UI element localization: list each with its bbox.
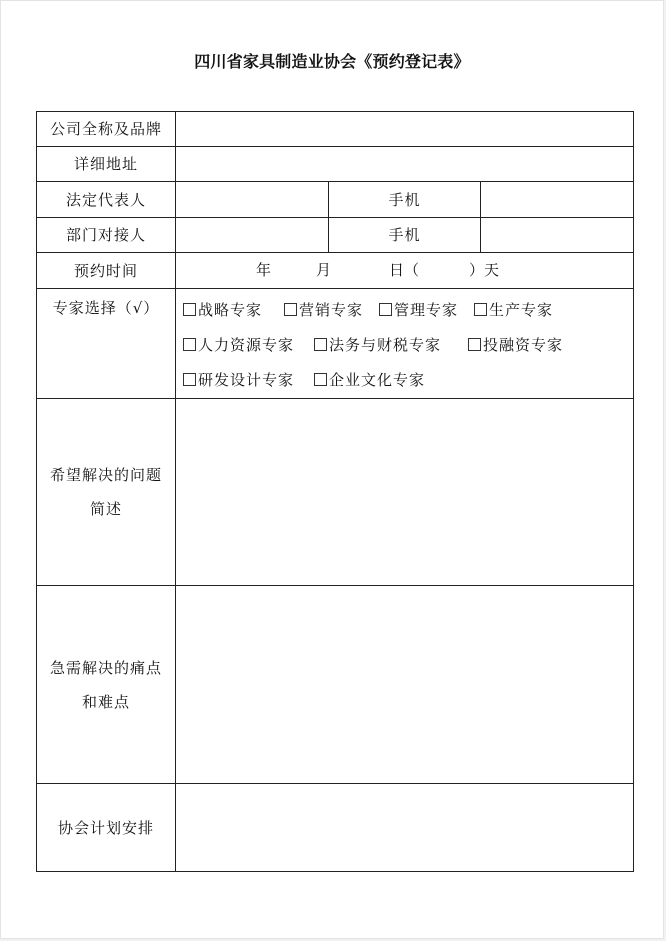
checkbox-icon[interactable] xyxy=(314,373,327,386)
checkbox-icon[interactable] xyxy=(183,303,196,316)
legal-rep-label: 法定代表人 xyxy=(37,182,176,218)
table-row xyxy=(37,253,634,289)
table-row xyxy=(37,218,634,253)
registration-table xyxy=(36,111,634,872)
expert-option-culture[interactable]: 企业文化专家 xyxy=(314,363,425,398)
date-year-label: 年 xyxy=(256,261,272,279)
experts-label: 专家选择（√） xyxy=(37,289,176,399)
checkbox-icon[interactable] xyxy=(474,303,487,316)
expert-option-marketing[interactable]: 营销专家 xyxy=(284,293,363,328)
table-row xyxy=(37,586,634,784)
contact-mobile-field[interactable] xyxy=(481,218,634,253)
table-row xyxy=(37,182,634,218)
plan-field[interactable] xyxy=(176,784,634,872)
expert-option-legal-tax[interactable]: 法务与财税专家 xyxy=(314,328,441,363)
expert-option-management[interactable]: 管理专家 xyxy=(379,293,458,328)
expert-option-production[interactable]: 生产专家 xyxy=(474,293,553,328)
problem-label-line1: 希望解决的问题 xyxy=(49,466,162,484)
company-field[interactable] xyxy=(176,112,634,147)
table-row xyxy=(37,289,634,399)
checkbox-icon[interactable] xyxy=(284,303,297,316)
expert-option-rd-design[interactable]: 研发设计专家 xyxy=(183,363,294,398)
appointment-label: 预约时间 xyxy=(37,253,176,289)
date-day-label: 日（ xyxy=(389,261,420,279)
contact-mobile-label: 手机 xyxy=(329,218,481,253)
expert-option-financing[interactable]: 投融资专家 xyxy=(468,328,563,363)
company-label: 公司全称及品牌 xyxy=(37,112,176,147)
experts-options xyxy=(176,289,634,399)
address-label: 详细地址 xyxy=(37,147,176,182)
problem-field[interactable] xyxy=(176,399,634,586)
contact-field[interactable] xyxy=(176,218,329,253)
legal-rep-field[interactable] xyxy=(176,182,329,218)
date-month-label: 月 xyxy=(316,261,332,279)
pain-point-label xyxy=(37,586,176,784)
expert-option-strategy[interactable]: 战略专家 xyxy=(183,293,262,328)
page-title: 四川省家具制造业协会《预约登记表》 xyxy=(194,52,470,71)
plan-label: 协会计划安排 xyxy=(37,784,176,872)
expert-option-hr[interactable]: 人力资源专家 xyxy=(183,328,294,363)
checkbox-icon[interactable] xyxy=(183,373,196,386)
table-row xyxy=(37,112,634,147)
legal-rep-mobile-label: 手机 xyxy=(329,182,481,218)
checkbox-icon[interactable] xyxy=(183,338,196,351)
table-row xyxy=(37,147,634,182)
checkbox-icon[interactable] xyxy=(379,303,392,316)
legal-rep-mobile-field[interactable] xyxy=(481,182,634,218)
table-row xyxy=(37,784,634,872)
table-row xyxy=(37,399,634,586)
checkbox-icon[interactable] xyxy=(314,338,327,351)
problem-label xyxy=(37,399,176,586)
problem-label-line2: 简述 xyxy=(89,500,122,518)
checkbox-icon[interactable] xyxy=(468,338,481,351)
pain-point-field[interactable] xyxy=(176,586,634,784)
contact-label: 部门对接人 xyxy=(37,218,176,253)
date-days-label: ）天 xyxy=(469,261,500,279)
appointment-date-field[interactable] xyxy=(176,253,634,289)
pain-label-line1: 急需解决的痛点 xyxy=(49,658,162,677)
pain-label-line2: 和难点 xyxy=(81,692,130,711)
address-field[interactable] xyxy=(176,147,634,182)
